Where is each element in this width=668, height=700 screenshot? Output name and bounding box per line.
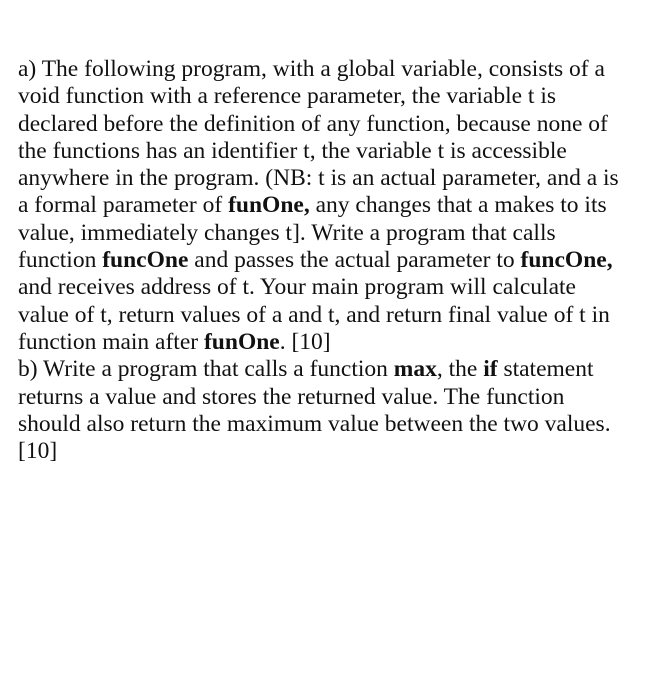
bold-term-if: if [483, 356, 498, 383]
bold-term-funone: funOne, [228, 192, 310, 219]
text-line: returns a value and stores the returned value. The function [18, 383, 565, 410]
text-line: and receives address of t. Your main program will calculate [18, 274, 576, 301]
text-segment: statement [497, 356, 594, 383]
bold-term-funcone: funcOne, [520, 247, 613, 274]
text-line: void function with a reference parameter, the variable t is [18, 83, 557, 110]
text-segment: a formal parameter of [18, 192, 229, 219]
text-line: the functions has an identifier t, the variable t is accessible [18, 137, 567, 164]
text-line: value of t, return values of a and t, and return final value of t in [18, 301, 610, 328]
text-segment: function [18, 247, 103, 274]
text-line: should also return the maximum value between the two values. [18, 410, 611, 437]
bold-term-max: max [393, 356, 437, 383]
text-line [18, 247, 654, 274]
question-text [18, 56, 654, 465]
text-line: declared before the definition of any function, because none of [18, 110, 608, 137]
text-line: value, immediately changes t]. Write a program that calls [18, 219, 556, 246]
text-segment: . [10] [279, 328, 331, 355]
text-segment: any changes that a makes to its [309, 192, 607, 219]
text-line: a) The following program, with a global variable, consists of a [18, 56, 605, 82]
text-segment: b) Write a program that calls a function [18, 356, 394, 383]
part-a [18, 56, 654, 356]
text-segment: and passes the actual parameter to [188, 247, 521, 274]
text-line [18, 329, 654, 356]
bold-term-funone: funOne [203, 328, 280, 355]
bold-term-funcone: funcOne [102, 247, 189, 274]
text-segment: , the [436, 356, 484, 383]
part-b [18, 356, 654, 465]
text-line [18, 192, 654, 219]
text-line: anywhere in the program. (NB: t is an actual parameter, and a is [18, 165, 619, 192]
text-line [18, 356, 654, 383]
text-segment: function main after [18, 328, 204, 355]
text-line: [10] [18, 438, 58, 465]
